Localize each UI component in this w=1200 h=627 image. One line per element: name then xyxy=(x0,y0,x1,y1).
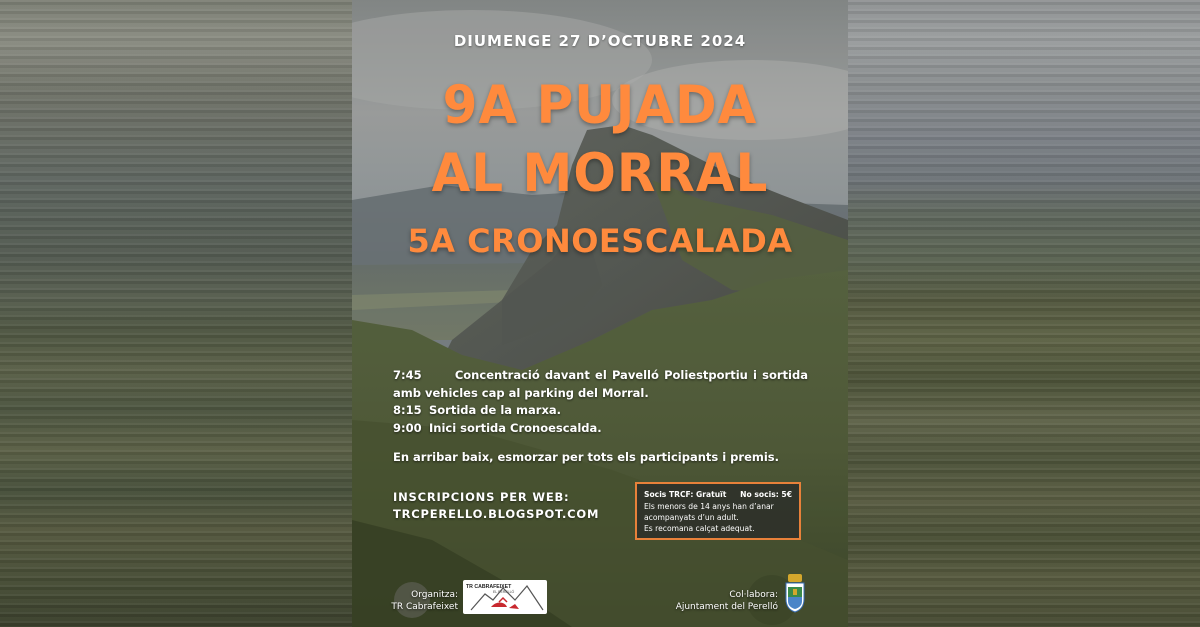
collaborator xyxy=(652,589,778,613)
logo-text: TR CABRAFEIXET xyxy=(466,584,512,590)
price-info-box xyxy=(635,482,801,540)
left-stretched-band xyxy=(0,0,352,627)
town-crest-icon xyxy=(783,573,807,613)
schedule-row xyxy=(393,402,808,420)
registration xyxy=(393,489,599,523)
event-date: DIUMENGE 27 D’OCTUBRE 2024 xyxy=(453,32,747,50)
title-line-2: AL MORRAL xyxy=(431,142,769,204)
subtitle: 5A CRONOESCALADA xyxy=(407,222,793,260)
non-members-price: No socis: 5€ xyxy=(740,490,792,499)
schedule-text: Inici sortida Cronoescalda. xyxy=(429,420,602,435)
schedule-text: Sortida de la marxa. xyxy=(429,403,561,417)
breakfast-note: En arribar baix, esmorzar per tots els participants i premis. xyxy=(393,450,780,464)
registration-url[interactable]: TRCPERELLO.BLOGSPOT.COM xyxy=(393,507,600,521)
organizer-logo xyxy=(463,580,547,614)
schedule-text: Concentració davant el Pavelló Poliestportiu i sortida amb vehicles cap al parking del Morral. xyxy=(393,368,808,400)
schedule xyxy=(393,367,808,437)
title-line-1: 9A PUJADA xyxy=(442,74,758,136)
collaborator-name: Ajuntament del Perelló xyxy=(675,602,778,612)
members-price: Socis TRCF: Gratuït xyxy=(644,490,727,499)
organizer xyxy=(388,589,458,613)
schedule-row xyxy=(393,420,808,438)
schedule-time: 8:15 xyxy=(393,403,422,417)
right-stretched-band xyxy=(848,0,1200,627)
info-note: Els menors de 14 anys han d’anar xyxy=(644,502,774,511)
schedule-time: 9:00 xyxy=(393,420,422,435)
info-note: acompanyats d’un adult. xyxy=(644,513,739,522)
logo-subtext: EL PERELLÓ xyxy=(493,590,515,594)
organizer-name: TR Cabrafeixet xyxy=(391,602,458,612)
event-poster xyxy=(352,0,848,627)
schedule-time: 7:45 xyxy=(393,368,422,382)
schedule-row xyxy=(393,367,808,402)
collaborator-label: Col·labora: xyxy=(729,590,778,600)
registration-label: INSCRIPCIONS PER WEB: xyxy=(393,490,570,504)
info-note: Es recomana calçat adequat. xyxy=(644,524,755,533)
organizer-label: Organitza: xyxy=(411,590,458,600)
